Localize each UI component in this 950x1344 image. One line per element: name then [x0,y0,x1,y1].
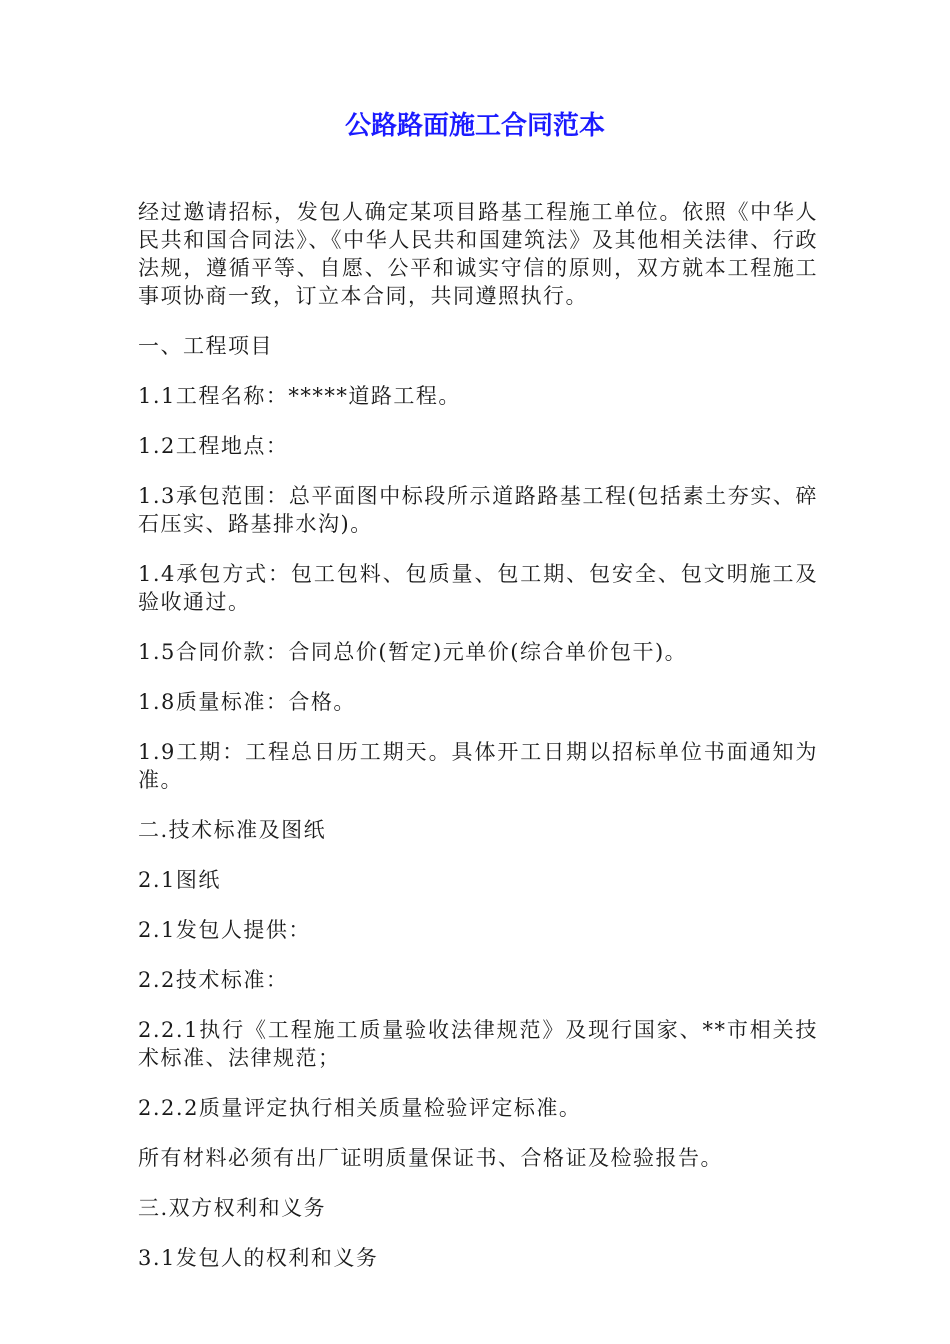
paragraph-materials: 所有材料必须有出厂证明质量保证书、合格证及检验报告。 [138,1146,723,1170]
section-heading-rights: 三.双方权利和义务 [138,1196,327,1220]
paragraph-contract-price: 1.5合同价款：合同总价(暂定)元单价(综合单价包干)。 [138,640,688,664]
paragraph-contract-scope: 1.3承包范围：总平面图中标段所示道路路基工程(包括素土夯实、碎石压实、路基排水沟)。 [138,484,818,536]
paragraph-project-location: 1.2工程地点： [138,434,289,458]
paragraph-provided-by: 2.1发包人提供： [138,918,311,942]
section-heading-standards: 二.技术标准及图纸 [138,818,327,842]
paragraph-project-name: 1.1工程名称：*****道路工程。 [138,384,461,408]
document-title: 公路路面施工合同范本 [344,111,605,141]
section-heading-project: 一、工程项目 [138,334,273,358]
paragraph-quality-evaluation: 2.2.2质量评定执行相关质量检验评定标准。 [138,1096,582,1120]
paragraph-intro: 经过邀请招标，发包人确定某项目路基工程施工单位。依照《中华人民共和国合同法》、《中华人民共和国建筑法》及其他相关法律、行政法规，遵循平等、自愿、公平和诚实守信的原则，双方就本工程施工事项协商一致，订立本合同，共同遵照执行。 [138,200,818,308]
paragraph-quality-standard: 1.8质量标准：合格。 [138,690,356,714]
paragraph-tech-standards: 2.2技术标准： [138,968,289,992]
paragraph-duration: 1.9工期：工程总日历工期天。具体开工日期以招标单位书面通知为准。 [138,740,818,792]
paragraph-employer-rights: 3.1发包人的权利和义务 [138,1246,379,1270]
paragraph-standards-execution: 2.2.1执行《工程施工质量验收法律规范》及现行国家、**市相关技术标准、法律规范； [138,1018,818,1070]
document-body [138,198,818,1294]
paragraph-contract-method: 1.4承包方式：包工包料、包质量、包工期、包安全、包文明施工及验收通过。 [138,562,818,614]
paragraph-drawings: 2.1图纸 [138,868,221,892]
